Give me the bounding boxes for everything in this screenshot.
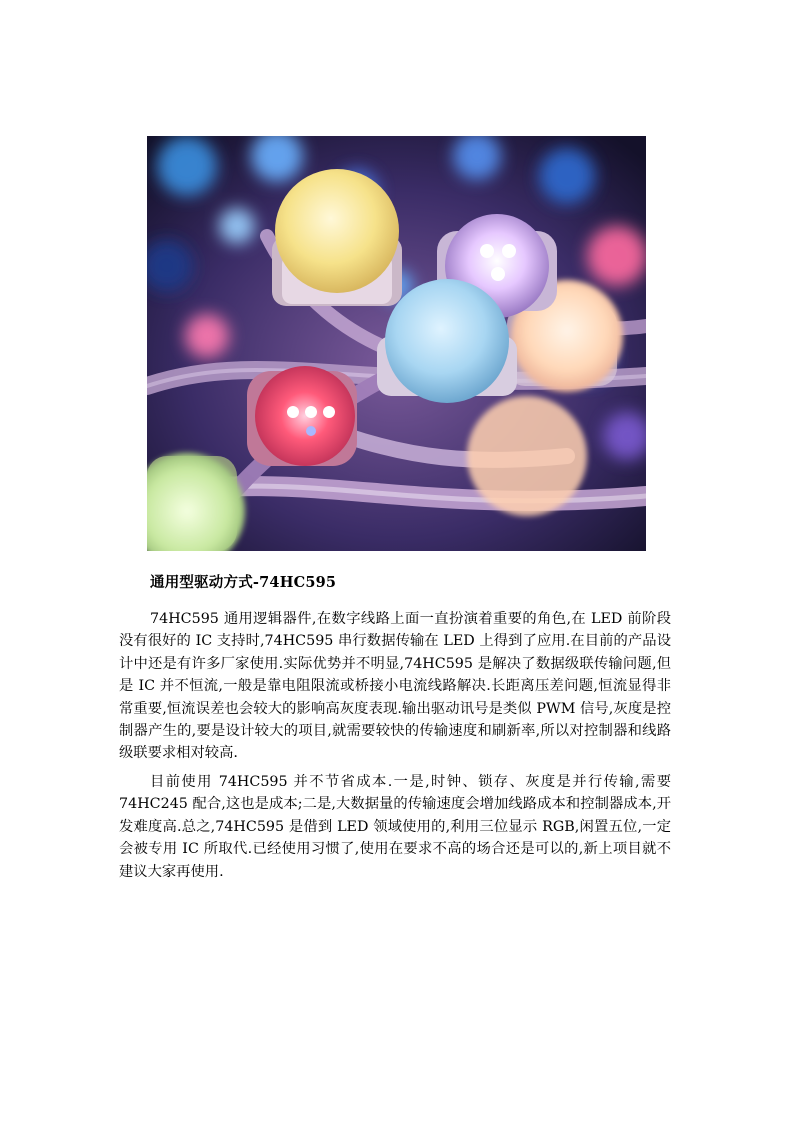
section-heading: 通用型驱动方式-74HC595 [150, 574, 337, 591]
paragraph-intro: 74HC595 通用逻辑器件,在数字线路上面一直扮演着重要的角色,在 LED 前阶段没有很好的 IC 支持时,74HC595 串行数据传输在 LED 上得到了应用.在目前的产品设计中还是有许多厂家使用.实际优势并不明显,74HC595 是解决了数据级联传输问题,但是 IC 并不恒流,一般是靠电阻限流或桥接小电流线路解决.长距离压差问题,恒流显得非常重要,恒流误差也会较大的影响高灰度表现.输出驱动讯号是类似 PWM 信号,灰度是控制器产生的,要是设计较大的项目,就需要较快的传输速度和刷新率,所以对控制器和线路级联要求相对较高. [119, 611, 671, 762]
paragraph-cost: 目前使用 74HC595 并不节省成本.一是,时钟、锁存、灰度是并行传输,需要74HC245 配合,这也是成本;二是,大数据量的传输速度会增加线路成本和控制器成本,开发难度高.总之,74HC595 是借到 LED 领域使用的,利用三位显示 RGB,闲置五位,一定会被专用 IC 所取代.已经使用习惯了,使用在要求不高的场合还是可以的,新上项目就不建议大家再使用. [119, 774, 671, 880]
led-pixel-photo [147, 136, 646, 551]
